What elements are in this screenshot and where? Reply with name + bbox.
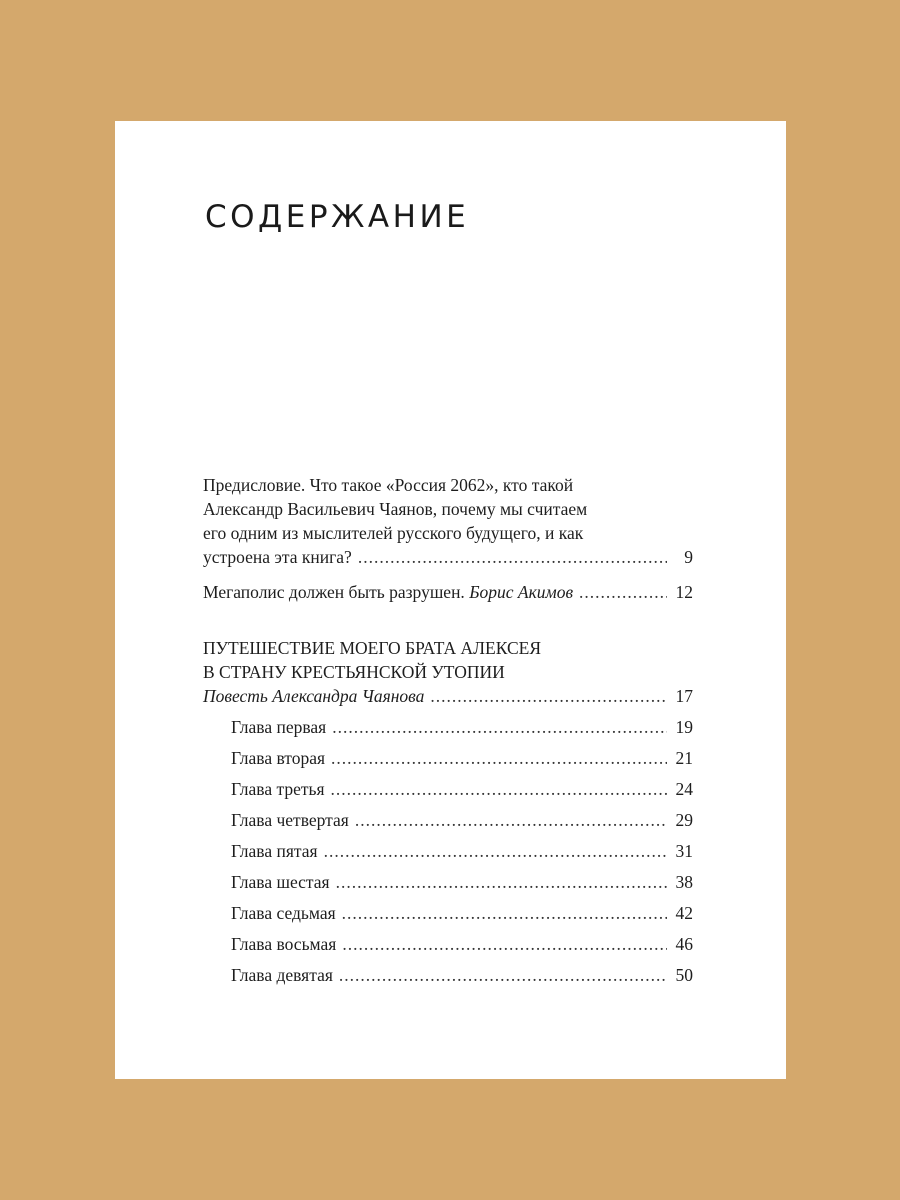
- page-number: 50: [675, 965, 693, 985]
- toc-entry-chapter[interactable]: [231, 746, 693, 777]
- dot-leader: [324, 839, 667, 863]
- toc-entry-chapter[interactable]: [231, 963, 693, 994]
- page-number: 42: [675, 903, 693, 923]
- preface-line: Александр Васильевич Чаянов, почему мы считаем: [203, 499, 588, 519]
- toc-entry-chapter[interactable]: [231, 839, 693, 870]
- dot-leader: [342, 901, 667, 925]
- dot-leader: [358, 545, 667, 569]
- page-number: 19: [675, 717, 693, 737]
- page-number: 29: [675, 810, 693, 830]
- dot-leader: [336, 870, 667, 894]
- dot-leader: [331, 746, 667, 770]
- toc-entry-megapolis[interactable]: [203, 580, 693, 604]
- preface-line: его одним из мыслителей русского будущего, и как: [203, 523, 584, 543]
- page-number: 24: [675, 779, 693, 799]
- chapter-title: Глава четвертая: [231, 810, 349, 830]
- toc-part: [203, 636, 693, 994]
- toc-entry-chapter[interactable]: [231, 932, 693, 963]
- page-number: 21: [675, 748, 693, 768]
- toc-entry-preface[interactable]: [203, 473, 693, 569]
- dot-leader: [332, 715, 667, 739]
- dot-leader: [430, 684, 667, 708]
- chapter-title: Глава вторая: [231, 748, 326, 768]
- page-number: 31: [675, 841, 693, 861]
- chapter-title: Глава пятая: [231, 841, 318, 861]
- book-page: [115, 121, 786, 1079]
- page-number: 46: [675, 934, 693, 954]
- chapter-title: Глава шестая: [231, 872, 330, 892]
- chapter-title: Глава первая: [231, 717, 327, 737]
- toc-entry-chapter[interactable]: [231, 715, 693, 746]
- dot-leader: [355, 808, 667, 832]
- preface-line: Предисловие. Что такое «Россия 2062», кто такой: [203, 475, 574, 495]
- dot-leader: [339, 963, 667, 987]
- toc-entry-chapter[interactable]: [231, 808, 693, 839]
- dot-leader: [342, 932, 667, 956]
- page-title: СОДЕРЖАНИЕ: [205, 199, 470, 235]
- dot-leader: [579, 580, 667, 604]
- page-number: 12: [675, 582, 693, 602]
- chapter-title: Глава девятая: [231, 965, 333, 985]
- part-title-line: В СТРАНУ КРЕСТЬЯНСКОЙ УТОПИИ: [203, 662, 505, 682]
- part-title-line: ПУТЕШЕСТВИЕ МОЕГО БРАТА АЛЕКСЕЯ: [203, 638, 542, 658]
- toc-entry-chapter[interactable]: [231, 777, 693, 808]
- preface-line: устроена эта книга?: [203, 547, 352, 567]
- chapter-list: [231, 715, 693, 994]
- toc-entry-story[interactable]: [203, 684, 693, 708]
- dot-leader: [331, 777, 667, 801]
- table-of-contents: [203, 473, 693, 994]
- entry-title: Мегаполис должен быть разрушен. Борис Акимов: [203, 582, 574, 602]
- chapter-title: Глава седьмая: [231, 903, 336, 923]
- page-number: 17: [675, 686, 693, 706]
- chapter-title: Глава восьмая: [231, 934, 337, 954]
- part-subtitle: Повесть Александра Чаянова: [203, 686, 425, 706]
- chapter-title: Глава третья: [231, 779, 325, 799]
- toc-entry-chapter[interactable]: [231, 870, 693, 901]
- page-number: 9: [684, 547, 693, 567]
- page-number: 38: [675, 872, 693, 892]
- entry-author: Борис Акимов: [469, 582, 574, 602]
- toc-entry-chapter[interactable]: [231, 901, 693, 932]
